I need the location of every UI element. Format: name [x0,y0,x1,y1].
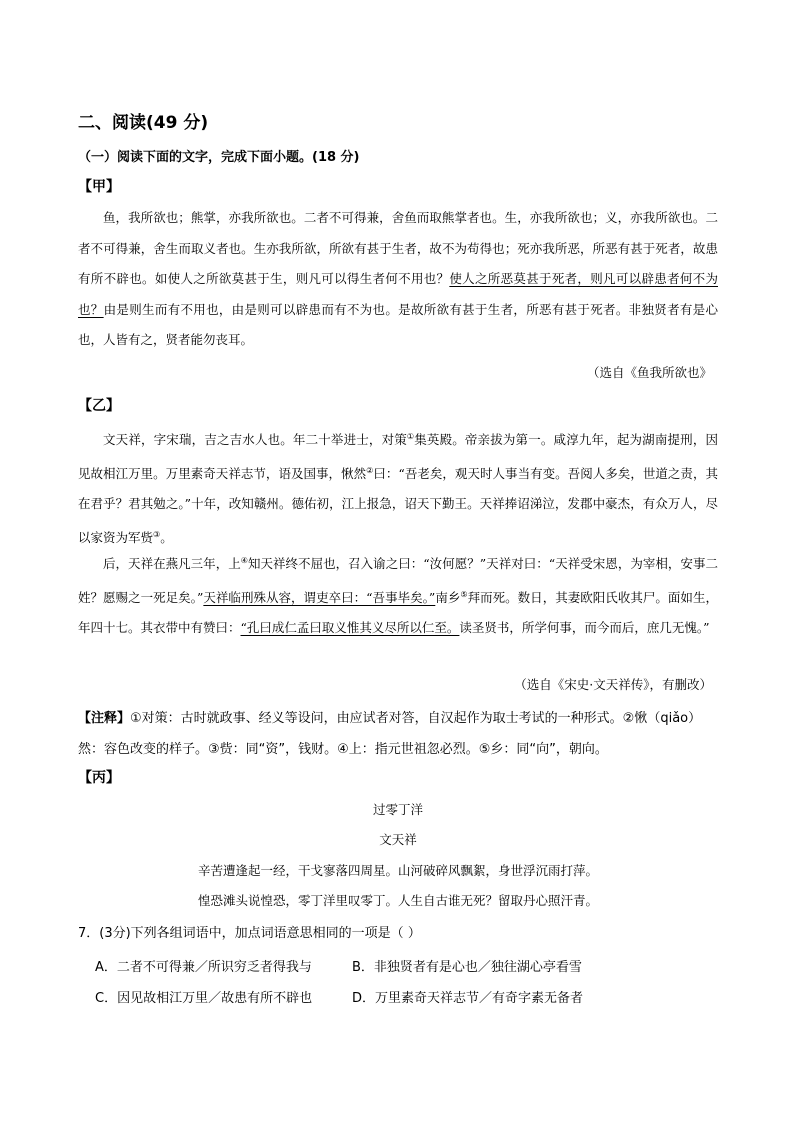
annotations-text: ①对策：古时就政事、经义等设问，由应试者对答，自汉起作为取士考试的一种形式。②愀（qiǎo）然：容色改变的样子。③赀：同“资”，钱财。④上：指元世祖忽必烈。⑤乡：同“向”，朝向。 [78,711,702,757]
passage-b-text: 知天祥终不屈也，召入谕之曰：“汝何愿？”天祥对曰：“天祥受宋恩，为宰相，安事二姓？愿赐之一死足矣。” [78,556,718,605]
poem-line-1: 辛苦遭逢起一经，干戈寥落四周星。山河破碎风飘絮，身世浮沉雨打萍。 [197,863,598,878]
passage-c-mark: 【丙】 [78,770,120,786]
passage-a-text-2: 由是则生而有不用也，由是则可以辟患而有不为也。是故所欲有甚于生者，所恶有甚于死者。非独贤者有是心也，人皆有之，贤者能勿丧耳。 [78,301,718,347]
passage-b-paragraph-2 [78,546,718,644]
option-a[interactable]: A．二者不可得兼／所识穷乏者得我与 [95,960,312,975]
passage-a-text-1: 鱼，我所欲也；熊掌，亦我所欲也。二者不可得兼，舍鱼而取熊掌者也。生，亦我所欲也；义，亦我所欲也。二者不可得兼，舍生而取义者也。生亦我所欲，所欲有甚于生者，故不为苟得也；死亦我所恶，所恶有甚于死者，故患有所不辟也。如使人之所欲莫甚于生，则凡可以得生者何不用也？ [78,210,718,286]
option-c[interactable]: C．因见故相江万里／故患有所不辟也 [95,991,313,1006]
passage-a-mark: 【甲】 [78,179,120,195]
passage-b-text: 后，天祥在燕凡三年，上 [103,556,241,572]
note-marker: ③ [153,529,161,539]
passage-b-underlined: 天祥临刑殊从容，谓吏卒曰：“吾事毕矣。” [203,589,436,605]
passage-b-text: 拜而死。数日，其妻欧阳氏收其尸。面如生，年四十七。其衣带中有赞曰： [78,589,718,636]
section-title: 二、阅读(49 分) [78,113,209,133]
passage-b-underlined: “孔曰成仁孟曰取义惟其义尽所以仁至。 [240,620,460,636]
question-7-stem: 7．(3分)下列各组词语中，加点词语意思相同的一项是（ ） [78,926,421,941]
option-b[interactable]: B．非独贤者有是心也／独往湖心亭看雪 [352,960,582,975]
passage-b-source: （选自《宋史·文天祥传》，有删改） [514,677,712,692]
note-marker: ① [406,432,415,441]
passage-b-text: 文天祥，字宋瑞，吉之吉水人也。年二十举进士，对策 [103,432,407,448]
passage-a-source: （选自《鱼我所欲也》 [586,365,712,380]
passage-b-text: 南乡 [435,589,461,605]
passage-b-paragraph-1 [78,422,718,553]
note-marker: ② [366,465,374,475]
passage-a-text [78,203,718,356]
note-marker: ⑤ [460,589,468,599]
passage-b-text: 曰：“吾老矣，观天时人事当有变。吾阅人多矣，世道之责，其在君乎？君其勉之。”十年，改知赣州。德佑初，江上报急，诏天下勤王。天祥捧诏涕泣，发郡中豪杰，有众万人，尽以家资为军赀 [78,465,718,545]
subsection-title: （一）阅读下面的文字，完成下面小题。(18 分) [78,150,360,165]
poem-line-2: 惶恐滩头说惶恐，零丁洋里叹零丁。人生自古谁无死？留取丹心照汗青。 [197,893,598,908]
poem-title: 过零丁洋 [372,802,423,817]
note-marker: ④ [240,556,248,565]
annotations-label: 【注释】 [78,711,131,726]
passage-b-text: 读圣贤书，所学何事，而今而后，庶几无愧。” [459,620,710,636]
poem-author: 文天祥 [379,832,417,847]
passage-b-mark: 【乙】 [78,398,120,414]
passage-a-underlined: 使人之所恶莫甚于死者，则凡可以辟患者何不为也？ [78,271,718,317]
option-d[interactable]: D．万里素奇天祥志节／有奇字素无备者 [352,991,584,1006]
passage-b-text: 集英殿。帝亲拔为第一。咸淳九年，起为湖南提刑，因见故相江万里。万里素奇天祥志节，语及国事，愀然 [78,432,718,481]
annotations [78,703,718,765]
passage-b-text: 。 [160,529,173,545]
